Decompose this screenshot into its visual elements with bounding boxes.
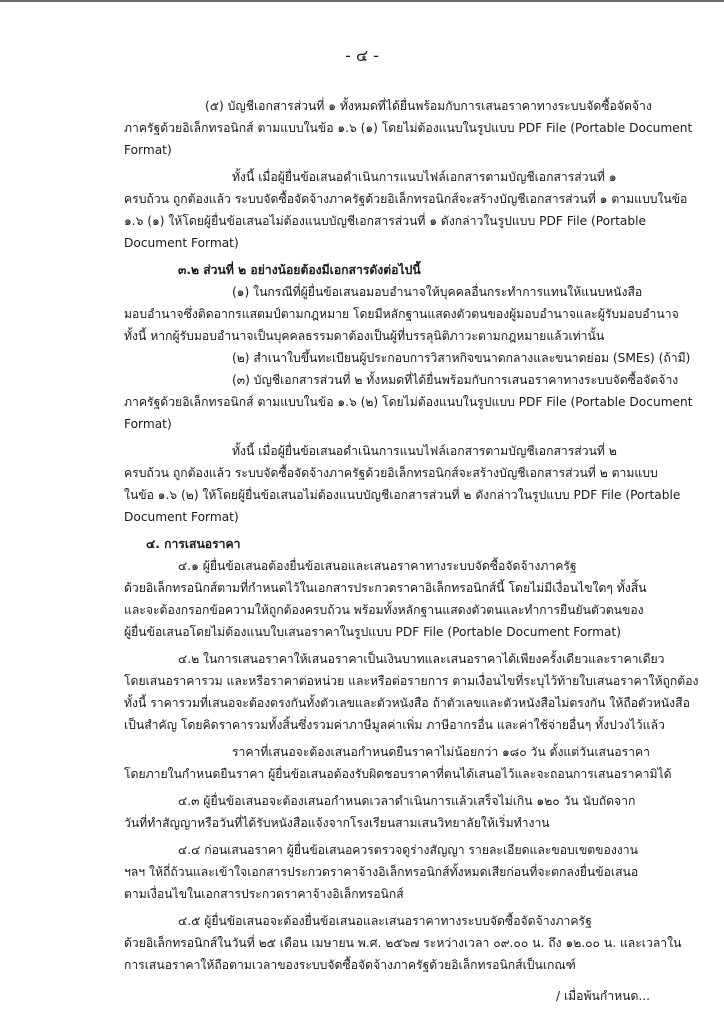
text-line: และจะต้องกรอกข้อความให้ถูกต้องครบถ้วน พร้อมทั้งหลักฐานแสดงตัวตนและทำการยืนยันตัวตนของ: [124, 603, 644, 617]
text-line: (๒) สำเนาใบขึ้นทะเบียนผู้ประกอบการวิสาหกิจขนาดกลางและขนาดย่อม (SMEs) (ถ้ามี): [232, 351, 691, 365]
text-line: ทั้งนี้ เมื่อผู้ยื่นข้อเสนอดำเนินการแนบไฟล์เอกสารตามบัญชีเอกสารส่วนที่ ๒: [232, 444, 617, 458]
text-line: ภาครัฐด้วยอิเล็กทรอนิกส์ ตามแบบในข้อ ๑.๖ (๒) โดยไม่ต้องแนบในรูปแบบ PDF File (Portable Document: [124, 395, 693, 409]
scan-top-edge: [0, 0, 724, 2]
text-line: ครบถ้วน ถูกต้องแล้ว ระบบจัดซื้อจัดจ้างภาครัฐด้วยอิเล็กทรอนิกส์จะสร้างบัญชีเอกสารส่วนที่ ๑ ตามแบบในข้อ: [124, 192, 688, 206]
text-line: เป็นสำคัญ โดยคิดราคารวมทั้งสิ้นซึ่งรวมค่าภาษีมูลค่าเพิ่ม ภาษีอากรอื่น และค่าใช้จ่ายอื่นๆ ทั้งปวงไว้แล้ว: [124, 718, 665, 732]
section-heading: ๓.๒ ส่วนที่ ๒ อย่างน้อยต้องมีเอกสารดังต่อไปนี้: [178, 263, 421, 277]
text-line: ๔.๓ ผู้ยื่นข้อเสนอจะต้องเสนอกำหนดเวลาดำเนินการแล้วเสร็จไม่เกิน ๑๒๐ วัน นับถัดจาก: [178, 794, 636, 808]
text-line: การเสนอราคาให้ถือตามเวลาของระบบจัดซื้อจัดจ้างภาครัฐด้วยอิเล็กทรอนิกส์เป็นเกณฑ์: [124, 958, 576, 972]
text-line: ทั้งนี้ หากผู้รับมอบอำนาจเป็นบุคคลธรรมดาต้องเป็นผู้ที่บรรลุนิติภาวะตามกฎหมายแล้วเท่านั้น: [124, 329, 605, 343]
text-line: โดยภายในกำหนดยืนราคา ผู้ยื่นข้อเสนอต้องรับผิดชอบราคาที่ตนได้เสนอไว้และจะถอนการเสนอราคามิได้: [124, 767, 672, 781]
text-line: ด้วยอิเล็กทรอนิกส์ตามที่กำหนดไว้ในเอกสารประกวดราคาอิเล็กทรอนิกส์นี้ โดยไม่มีเงื่อนไขใดๆ ทั้งสิ้น: [124, 581, 647, 595]
text-line: ฯลฯ ให้ถี่ถ้วนและเข้าใจเอกสารประกวดราคาจ้างอิเล็กทรอนิกส์ทั้งหมดเสียก่อนที่จะตกลงยื่นข้อเสนอ: [124, 865, 639, 879]
page-number: - ๔ -: [345, 46, 379, 65]
text-line: ครบถ้วน ถูกต้องแล้ว ระบบจัดซื้อจัดจ้างภาครัฐด้วยอิเล็กทรอนิกส์จะสร้างบัญชีเอกสารส่วนที่ ๒ ตามแบบ: [124, 466, 658, 480]
text-line: Document Format): [124, 510, 239, 524]
text-line: (๑) ในกรณีที่ผู้ยื่นข้อเสนอมอบอำนาจให้บุคคลอื่นกระทำการแทนให้แนบหนังสือ: [232, 285, 643, 299]
text-line: ภาครัฐด้วยอิเล็กทรอนิกส์ ตามแบบในข้อ ๑.๖ (๑) โดยไม่ต้องแนบในรูปแบบ PDF File (Portable Document: [124, 121, 693, 135]
text-line: วันที่ทำสัญญาหรือวันที่ได้รับหนังสือแจ้งจากโรงเรียนสามเสนวิทยาลัยให้เริ่มทำงาน: [124, 816, 550, 830]
text-line: Document Format): [124, 236, 239, 250]
text-line: Format): [124, 417, 172, 431]
text-line: ผู้ยื่นข้อเสนอโดยไม่ต้องแนบใบเสนอราคาในรูปแบบ PDF File (Portable Document Format): [124, 625, 621, 639]
text-line: ๔.๒ ในการเสนอราคาให้เสนอราคาเป็นเงินบาทและเสนอราคาได้เพียงครั้งเดียวและราคาเดียว: [178, 652, 665, 666]
text-line: ๔.๕ ผู้ยื่นข้อเสนอจะต้องยื่นข้อเสนอและเสนอราคาทางระบบจัดซื้อจัดจ้างภาครัฐ: [178, 914, 592, 928]
text-line: ทั้งนี้ เมื่อผู้ยื่นข้อเสนอดำเนินการแนบไฟล์เอกสารตามบัญชีเอกสารส่วนที่ ๑: [232, 170, 617, 184]
text-line: ตามเงื่อนไขในเอกสารประกวดราคาจ้างอิเล็กทรอนิกส์: [124, 887, 404, 901]
text-line: (๕) บัญชีเอกสารส่วนที่ ๑ ทั้งหมดที่ได้ยื่นพร้อมกับการเสนอราคาทางระบบจัดซื้อจัดจ้าง: [205, 99, 652, 113]
text-line: ๔.๔ ก่อนเสนอราคา ผู้ยื่นข้อเสนอควรตรวจดูร่างสัญญา รายละเอียดและขอบเขตของงาน: [178, 843, 638, 857]
text-line: ด้วยอิเล็กทรอนิกส์ในวันที่ ๒๕ เดือน เมษายน พ.ศ. ๒๕๖๗ ระหว่างเวลา ๐๙.๐๐ น. ถึง ๑๒.๐๐ น. และเวลาใน: [124, 936, 682, 950]
text-line: ทั้งนี้ ราคารวมที่เสนอจะต้องตรงกันทั้งตัวเลขและตัวหนังสือ ถ้าตัวเลขและตัวหนังสือไม่ตรงกัน ให้ถือตัวหนังสือ: [124, 696, 690, 710]
text-line: โดยเสนอราคารวม และหรือราคาต่อหน่วย และหรือต่อรายการ ตามเงื่อนไขที่ระบุไว้ท้ายใบเสนอราคาให้ถูกต้อง: [124, 674, 699, 688]
text-line: ๑.๖ (๑) ให้โดยผู้ยื่นข้อเสนอไม่ต้องแนบบัญชีเอกสารส่วนที่ ๑ ดังกล่าวในรูปแบบ PDF File (Portable: [124, 214, 646, 228]
text-line: ในข้อ ๑.๖ (๒) ให้โดยผู้ยื่นข้อเสนอไม่ต้องแนบบัญชีเอกสารส่วนที่ ๒ ดังกล่าวในรูปแบบ PDF File (Portable: [124, 488, 681, 502]
text-line: ราคาที่เสนอจะต้องเสนอกำหนดยืนราคาไม่น้อยกว่า ๑๘๐ วัน ตั้งแต่วันเสนอราคา: [232, 745, 651, 759]
continuation-note: / เมื่อพ้นกำหนด...: [556, 989, 650, 1003]
text-line: ๔.๑ ผู้ยื่นข้อเสนอต้องยื่นข้อเสนอและเสนอราคาทางระบบจัดซื้อจัดจ้างภาครัฐ: [178, 559, 577, 573]
text-line: (๓) บัญชีเอกสารส่วนที่ ๒ ทั้งหมดที่ได้ยื่นพร้อมกับการเสนอราคาทางระบบจัดซื้อจัดจ้าง: [232, 373, 679, 387]
text-line: มอบอำนาจซึ่งติดอากรแสตมป์ตามกฎหมาย โดยมีหลักฐานแสดงตัวตนของผู้มอบอำนาจและผู้รับมอบอำนาจ: [124, 307, 679, 321]
text-line: Format): [124, 143, 172, 157]
section-heading: ๔. การเสนอราคา: [146, 537, 241, 551]
